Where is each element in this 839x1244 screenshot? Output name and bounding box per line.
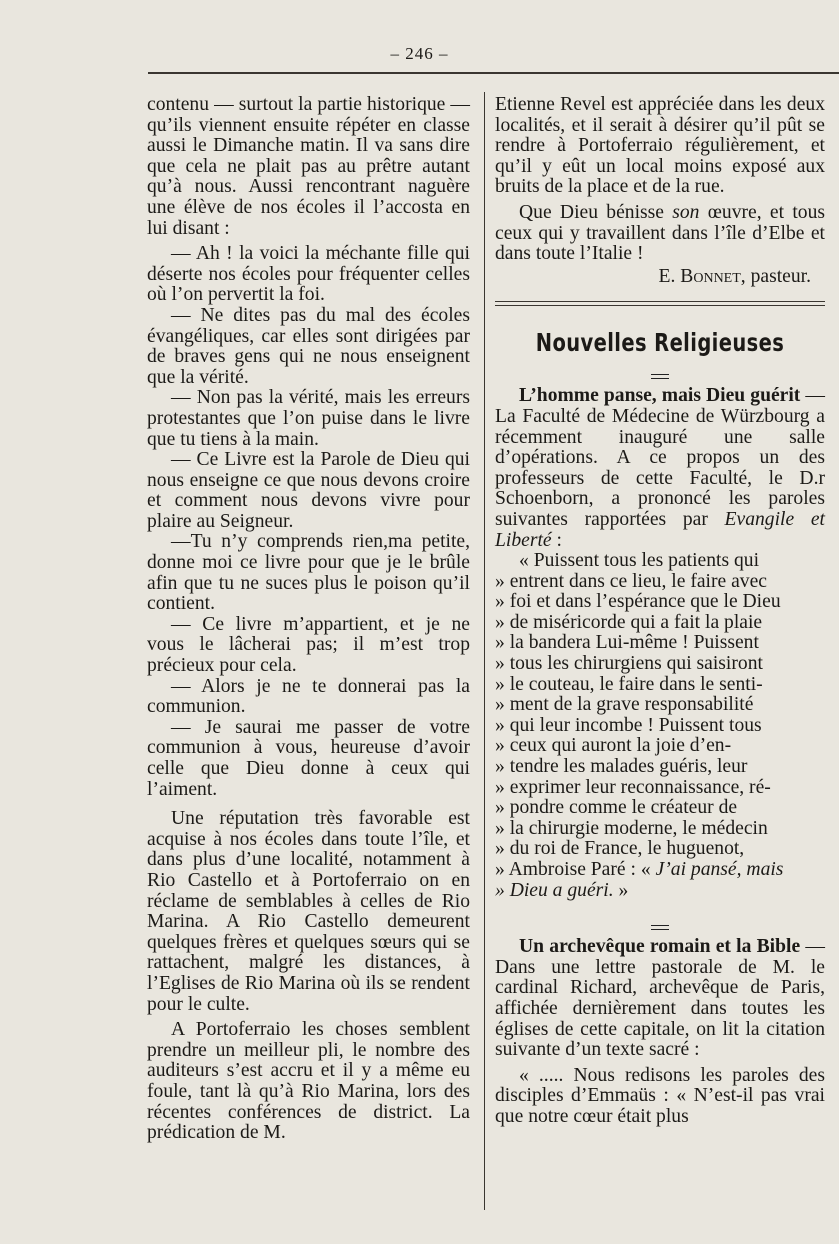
paragraph: A Portoferraio les choses semblent prendre un meilleur pli, le nombre des auditeurs s’est accru et il y a même eu foule, tant là qu’à Rio Marina, lors des récentes conférences de district. La prédication de M. — [147, 1019, 470, 1144]
quote-line: » exprimer leur reconnaissance, ré- — [495, 776, 771, 798]
article-body: — La Faculté de Médecine de Würzbourg a récemment inauguré une salle d’opérations. A ce propos un des professeurs de cette Faculté, le D.r Schoenborn, a prononcé les paroles suivantes rapportées par — [495, 385, 825, 530]
quote-line — [495, 860, 825, 881]
article-headline: Un archevêque romain et la Bible — [519, 936, 801, 958]
paragraph: — Ne dites pas du mal des écoles évangéliques, car elles sont dirigées par de braves gens qui ne nous enseignent que la vérité. — [147, 304, 470, 388]
paragraph: — Non pas la vérité, mais les erreurs protestantes que l’on puise dans le livre que tu tiens à la main. — [147, 387, 470, 450]
quote-line: « Puissent tous les patients qui — [519, 550, 760, 572]
quote-line: » tendre les malades guéris, leur — [495, 756, 748, 778]
quote-line: » le couteau, le faire dans le senti- — [495, 673, 763, 695]
column-divider — [484, 92, 485, 1210]
quote-line: » ceux qui auront la joie d’en- — [495, 735, 732, 757]
article-source: Evangile et Liberté — [495, 508, 825, 551]
quote-line: » qui leur incombe ! Puissent tous — [495, 714, 762, 736]
article-paragraph: « ..... Nous redisons les paroles des disciples d’Emmaüs : « N’est-il pas vrai que notre cœur était plus — [495, 1064, 825, 1127]
separator-mark — [495, 915, 825, 933]
quote-italic: » Dieu a guéri. — [495, 879, 614, 901]
paragraph: — Alors je ne te donnerai pas la communion. — [147, 675, 470, 718]
section-title: Nouvelles Religieuses — [535, 328, 785, 358]
quote-line — [495, 881, 825, 902]
paragraph: Que Dieu bénisse son œuvre, et tous ceux qui y travaillent dans l’île d’Elbe et dans toute l’Italie ! — [495, 201, 825, 265]
quote-line: » du roi de France, le huguenot, — [495, 838, 745, 860]
paragraph: Etienne Revel est appréciée dans les deux localités, et il serait à désirer qu’il pût se rendre à Portoferraio régulièrement, et qu’il y eût un local moins exposé aux bruits de la place et de la rue. — [495, 94, 825, 198]
signature-role: , pasteur. — [740, 265, 811, 287]
paragraph: —Tu n’y comprends rien,ma petite, donne moi ce livre pour que je le brûle afin que tu ne suces plus le poison qu’il contient. — [147, 531, 470, 615]
quote-line: » foi et dans l’espérance que le Dieu — [495, 591, 781, 613]
quote-text: » Ambroise Paré : « — [495, 859, 656, 880]
paragraph: Une réputation très favorable est acquise à nos écoles dans toute l’île, et dans plus d’une localité, notamment à Rio Castello et à Portoferraio on en réclame de semblables à celles de Rio Marina. A Rio Castello demeurent quelques frères et quelques sœurs qui se rattachent, malgré les distances, à l’Eglises de Rio Marina où ils se rendent pour le culte. — [147, 808, 470, 1015]
right-column — [495, 95, 825, 1128]
article-paragraph — [495, 386, 825, 551]
article-body-end: : — [551, 529, 562, 551]
signature-name: Bonnet — [680, 265, 741, 287]
signature-initial: E. — [658, 265, 681, 287]
quote-line: » tous les chirurgiens qui saisiront — [495, 653, 763, 675]
section-divider — [495, 301, 825, 306]
signature — [495, 267, 825, 288]
separator-mark — [495, 364, 825, 382]
emphasis-word: son — [672, 201, 700, 223]
quote-text: » — [613, 879, 629, 901]
article-headline: L’homme panse, mais Dieu guérit — [519, 385, 801, 407]
page-number: – 246 – — [390, 44, 449, 63]
paragraph: — Ce livre m’appartient, et je ne vous le lâcherai pas; il m’est trop précieux pour cela. — [147, 613, 470, 677]
quote-italic: J’ai pansé, mais — [655, 859, 784, 880]
paragraph: contenu — surtout la partie historique — qu’ils viennent ensuite répéter en classe aussi le Dimanche matin. Il va sans dire que cela ne plait pas au prêtre autant qu’à nous. Aussi rencontrant naguère une élève de nos écoles il l’accosta en lui disant : — [147, 94, 470, 239]
quote-line: » la bandera Lui-même ! Puissent — [495, 632, 759, 654]
article-body: — Dans une lettre pastorale de M. le cardinal Richard, archevêque de Paris, affichée dernièrement dans toutes les églises de cette capitale, on lit la citation suivante d’un texte sacré : — [495, 936, 825, 1061]
quote-line: » pondre comme le créateur de — [495, 797, 738, 819]
quote-line: » entrent dans ce lieu, le faire avec — [495, 570, 767, 592]
quotation — [495, 551, 825, 901]
quote-line: » ment de la grave responsabilité — [495, 694, 754, 716]
left-column — [147, 95, 470, 1144]
header-rule — [148, 72, 839, 74]
quote-line: » de miséricorde qui a fait la plaie — [495, 611, 763, 633]
paragraph: — Je saurai me passer de votre communion à vous, heureuse d’avoir celle que Dieu donne à ceux qui l’aiment. — [147, 716, 470, 800]
paragraph: — Ah ! la voici la méchante fille qui déserte nos écoles pour fréquenter celles où l’on pervertit la foi. — [147, 243, 470, 306]
article-paragraph — [495, 937, 825, 1061]
quote-line: » la chirurgie moderne, le médecin — [495, 817, 768, 839]
paragraph: — Ce Livre est la Parole de Dieu qui nous enseigne ce que nous devons croire et comment nous devons vivre pour plaire au Seigneur. — [147, 449, 470, 532]
